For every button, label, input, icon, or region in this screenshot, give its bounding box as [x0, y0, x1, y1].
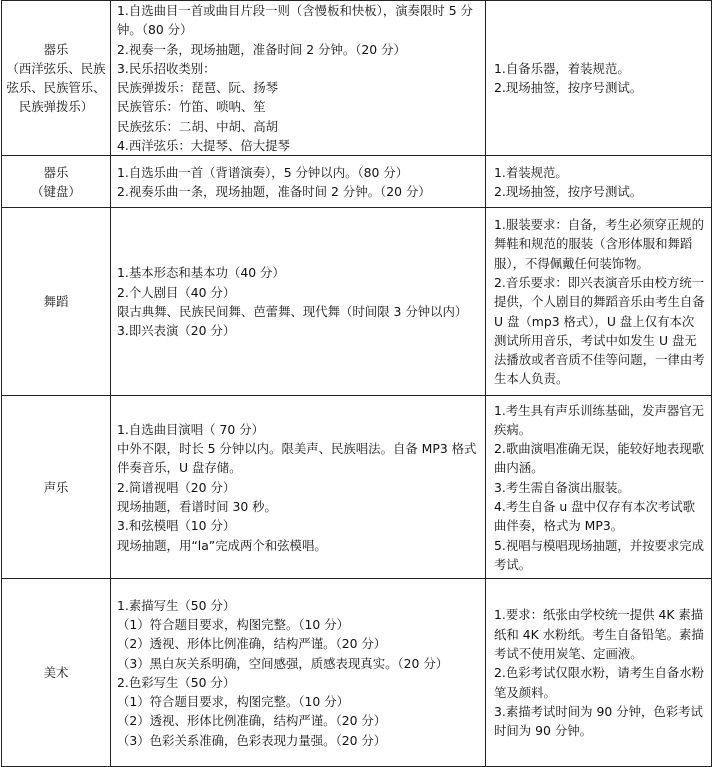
table-row-fine-art: [2, 579, 712, 767]
content-line: 1.自选曲目一首或曲目片段一则（含慢板和快板），演奏限时 5 分钟。（80 分）: [117, 3, 473, 38]
content-line: 现场抽题，用“la”完成两个和弦模唱。: [117, 537, 327, 553]
content-line: 限古典舞、民族民间舞、芭蕾舞、现代舞（时间限 3 分钟以内）: [117, 303, 468, 319]
content-line: 2.视奏乐曲一条，现场抽题，准备时间 2 分钟。（20 分）: [117, 183, 431, 199]
content-line: （3）色彩关系准确，色彩表现力量强。（20 分）: [117, 732, 387, 748]
requirements-cell: [486, 579, 712, 767]
content-line: 中外不限，时长 5 分钟以内。限美声、民族唱法。自备 MP3 格式伴奏音乐，U 盘存储。: [117, 441, 477, 476]
content-line: （2）透视、形体比例准确，结构严谨。（20 分）: [117, 713, 387, 729]
table-row-dance: [2, 208, 712, 396]
content-line: 3.民乐招收类别：: [117, 60, 216, 76]
content-line: （1）符合题目要求，构图完整。（10 分）: [117, 694, 350, 710]
content-line: （2）透视、形体比例准确，结构严谨。（20 分）: [117, 636, 387, 652]
category-title: 器乐: [43, 164, 69, 180]
category-title: 美术: [43, 665, 69, 681]
content-cell: [111, 1, 486, 156]
content-line: 民族弦乐：二胡、中胡、高胡: [117, 118, 279, 134]
content-cell: [111, 156, 486, 208]
content-line: （3）黑白灰关系明确，空间感强，质感表现真实。（20 分）: [117, 655, 449, 671]
content-line: 民族管乐：竹笛、唢呐、笙: [117, 99, 266, 115]
table-row-vocal: [2, 396, 712, 579]
category-cell: [2, 156, 111, 208]
content-line: 4.西洋弦乐：大提琴、倍大提琴: [117, 138, 290, 154]
content-line: 1.自选乐曲一首（背谱演奏），5 分钟以内。（80 分）: [117, 164, 409, 180]
content-line: 2.视奏一条，现场抽题，准备时间 2 分钟。（20 分）: [117, 41, 406, 57]
category-cell: [2, 396, 111, 579]
requirement-line: 5.视唱与模唱现场抽题，并按要求完成考试。: [494, 537, 705, 572]
requirement-line: 2.歌曲演唱准确无误，能较好地表现歌曲内涵。: [494, 441, 705, 476]
requirements-cell: [486, 156, 712, 208]
category-cell: [2, 579, 111, 767]
requirement-line: 1.服装要求：自备，考生必须穿正规的舞鞋和规范的服装（含形体服和舞蹈服），不得佩戴任何装饰物。: [494, 217, 705, 271]
requirement-line: 4.考生自备 u 盘中仅存有本次考试歌曲伴奏，格式为 MP3。: [494, 499, 696, 534]
table-row-instrumental-orchestral: [2, 1, 712, 156]
content-line: 2.简谱视唱（20 分）: [117, 479, 236, 495]
content-line: 现场抽题，看谱时间 30 秒。: [117, 499, 277, 515]
requirement-line: 1.考生具有声乐训练基础，发声器官无疾病。: [494, 402, 705, 437]
requirement-line: 1.着装规范。: [494, 164, 568, 180]
requirements-cell: [486, 396, 712, 579]
content-line: 3.和弦模唱（10 分）: [117, 518, 236, 534]
category-subtitle: （西洋弦乐、民族弦乐、民族管乐、民族弹拨乐）: [6, 60, 106, 115]
content-line: 2.个人剧目（40 分）: [117, 284, 236, 300]
table-row-instrumental-keyboard: [2, 156, 712, 208]
content-cell: [111, 579, 486, 767]
exam-requirements-table: [1, 0, 712, 767]
requirement-line: 2.音乐要求：即兴表演音乐由校方统一提供，个人剧目的舞蹈音乐由考生自备 U 盘（mp3 格式），U 盘上仅有本次测试所用音乐，考试中如发生 U 盘无法播放或者音质不佳等问题，一律由考生本人负责。: [494, 274, 705, 387]
content-line: 1.素描写生（50 分）: [117, 597, 236, 613]
content-line: 1.基本形态和基本功（40 分）: [117, 265, 285, 281]
requirement-line: 3.考生需自备演出服装。: [494, 479, 630, 495]
requirement-line: 1.自备乐器，着装规范。: [494, 60, 630, 76]
category-cell: [2, 1, 111, 156]
requirements-cell: [486, 208, 712, 396]
content-line: （1）符合题目要求，构图完整。（10 分）: [117, 616, 350, 632]
requirements-cell: [486, 1, 712, 156]
content-cell: [111, 396, 486, 579]
content-line: 民族弹拨乐：琵琶、阮、扬琴: [117, 80, 279, 96]
content-cell: [111, 208, 486, 396]
requirement-line: 2.现场抽签，按序号测试。: [494, 183, 643, 199]
category-title: 声乐: [43, 479, 69, 495]
requirement-line: 3.素描考试时间为 90 分钟，色彩考试时间为 90 分钟。: [494, 703, 703, 739]
requirement-line: 1.要求：纸张由学校统一提供 4K 素描纸和 4K 水粉纸。考生自备铅笔。素描考试不使用炭笔、定画液。: [494, 607, 704, 661]
requirement-line: 2.现场抽签，按序号测试。: [494, 80, 643, 96]
category-title: 器乐: [43, 41, 69, 57]
content-line: 1.自选曲目演唱（ 70 分）: [117, 421, 264, 437]
category-subtitle: （键盘）: [31, 183, 81, 199]
requirement-line: 2.色彩考试仅限水粉，请考生自备水粉笔及颜料。: [494, 665, 705, 700]
category-cell: [2, 208, 111, 396]
content-line: 2.色彩写生（50 分）: [117, 674, 236, 690]
content-line: 3.即兴表演（20 分）: [117, 323, 236, 339]
category-title: 舞蹈: [43, 294, 69, 310]
